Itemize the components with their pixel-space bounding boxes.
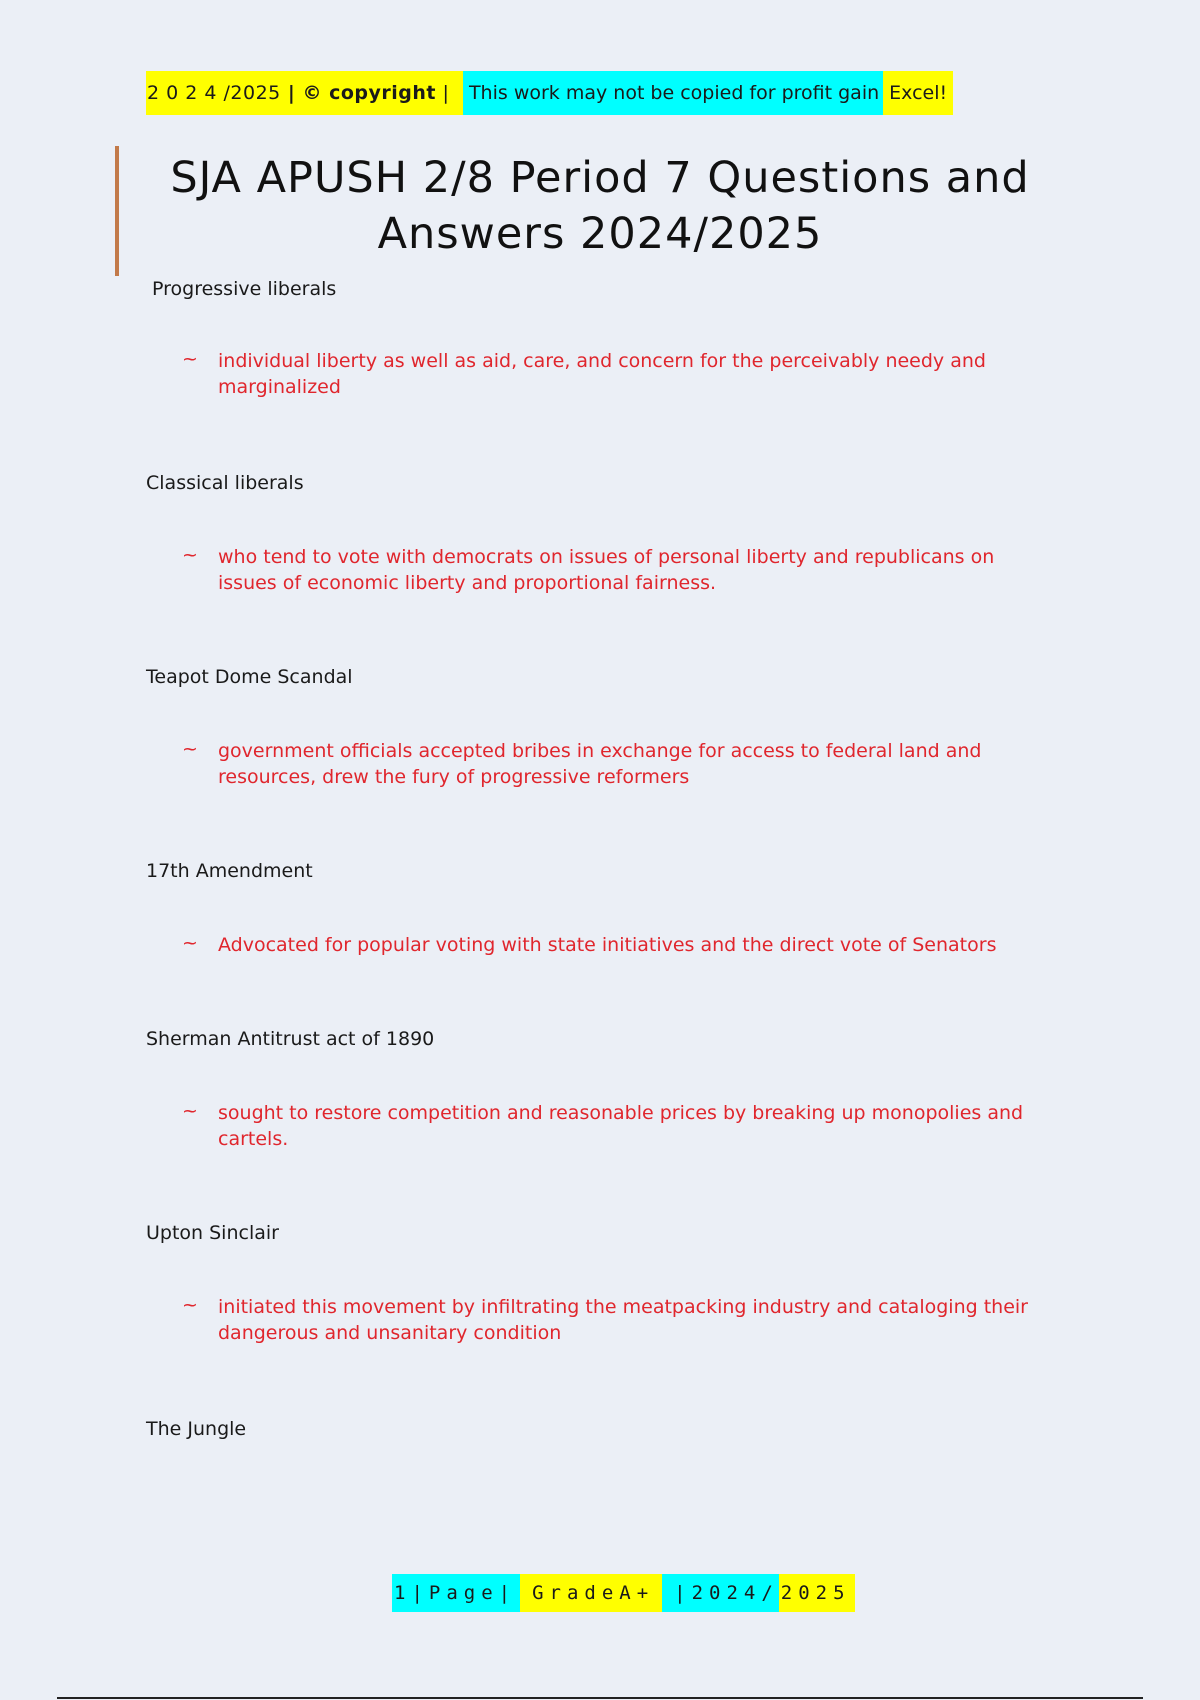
- header-year: 2 0 2 4 /2025: [147, 82, 281, 104]
- term-label: 17th Amendment: [146, 860, 313, 882]
- header-separator: |: [435, 82, 456, 104]
- definition-text: who tend to vote with democrats on issues of personal liberty and republicans on issues of economic liberty and proportional fairness.: [218, 546, 995, 594]
- bullet-tilde-icon: ~: [182, 348, 198, 370]
- header-year-segment: [146, 71, 463, 115]
- header-copyright-banner: [146, 71, 953, 115]
- title-line-1: SJA APUSH 2/8 Period 7 Questions and: [170, 153, 1030, 203]
- term-label: Upton Sinclair: [146, 1222, 279, 1244]
- header-excel-segment: [883, 71, 953, 115]
- page-title: [130, 150, 1070, 262]
- header-copyright-word: copyright: [321, 82, 436, 104]
- title-line-2: Answers 2024/2025: [377, 209, 823, 259]
- term-label: Progressive liberals: [152, 278, 337, 300]
- footer-page-banner: [392, 1574, 855, 1612]
- bullet-tilde-icon: ~: [182, 932, 198, 954]
- term-label: Teapot Dome Scandal: [146, 666, 353, 688]
- title-accent-bar: [115, 146, 119, 276]
- header-separator: |: [280, 82, 303, 104]
- bullet-tilde-icon: ~: [182, 1294, 198, 1316]
- definition-text: initiated this movement by infiltrating the meatpacking industry and cataloging their dangerous and unsanitary condition: [218, 1296, 1028, 1344]
- copyright-icon: ©: [302, 82, 322, 104]
- page-bottom-divider: [57, 1697, 1143, 1699]
- definition-text: sought to restore competition and reasonable prices by breaking up monopolies and cartels.: [218, 1102, 1024, 1150]
- header-notice-segment: [463, 71, 883, 115]
- bullet-tilde-icon: ~: [182, 544, 198, 566]
- footer-grade: GradeA+: [520, 1574, 662, 1612]
- footer-year-cyan: |2024/: [662, 1574, 779, 1612]
- term-label: Classical liberals: [146, 472, 304, 494]
- term-label: Sherman Antitrust act of 1890: [146, 1028, 435, 1050]
- definition-text: government officials accepted bribes in exchange for access to federal land and resources, drew the fury of progressive reformers: [218, 740, 982, 788]
- bullet-tilde-icon: ~: [182, 1100, 198, 1122]
- definition-text: Advocated for popular voting with state initiatives and the direct vote of Senators: [218, 934, 997, 956]
- footer-page-number: 1|Page|: [392, 1574, 520, 1612]
- header-notice: This work may not be copied for profit gain: [468, 82, 880, 104]
- header-excel: Excel!: [889, 82, 948, 104]
- definition-text: individual liberty as well as aid, care, and concern for the perceivably needy and marginalized: [218, 350, 986, 398]
- bullet-tilde-icon: ~: [182, 738, 198, 760]
- term-label: The Jungle: [146, 1418, 247, 1440]
- footer-year-yellow: 2025: [779, 1574, 855, 1612]
